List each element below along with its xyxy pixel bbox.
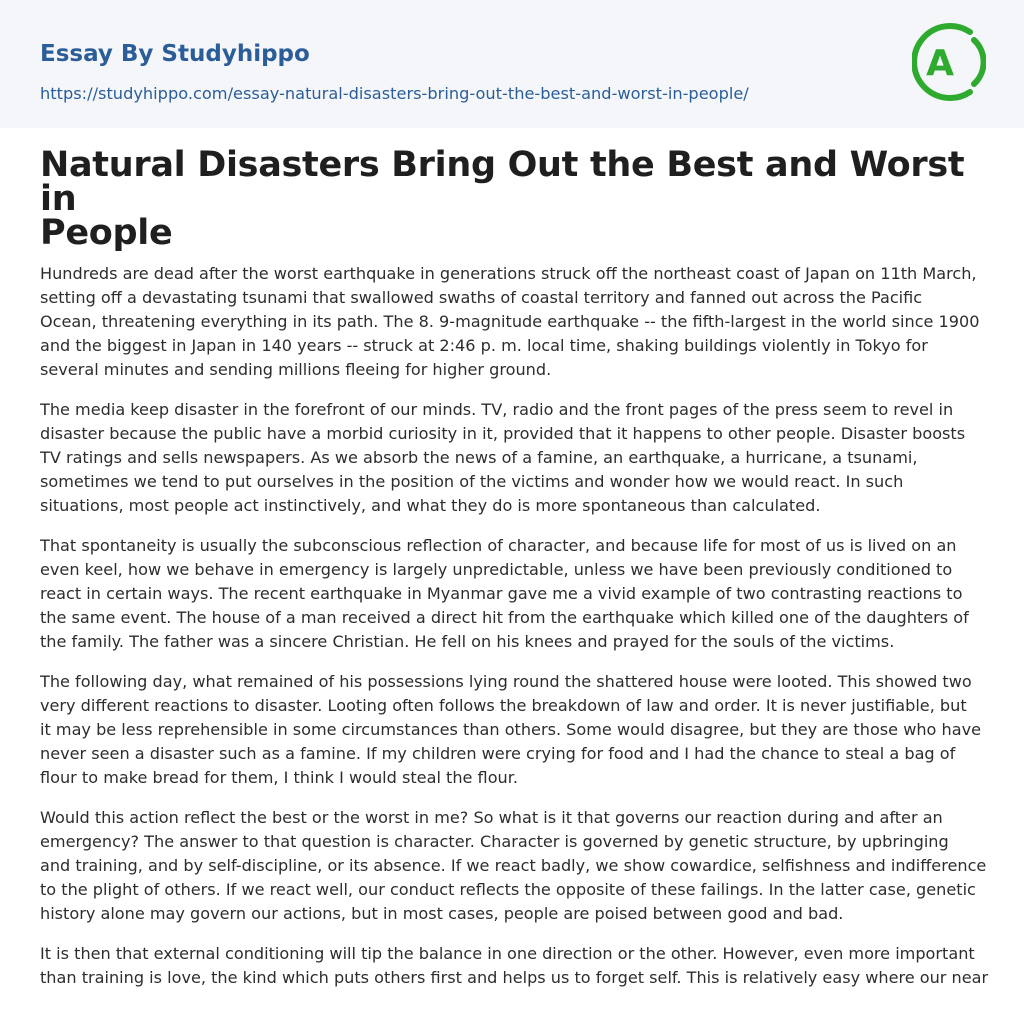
studyhippo-logo-icon[interactable] <box>912 18 986 106</box>
paragraph-line: to the plight of others. If we react well, our conduct reflects the opposite of these failings. In the latter case, genetic <box>40 880 976 899</box>
paragraph-line: the family. The father was a sincere Christian. He fell on his knees and prayed for the souls of the victims. <box>40 632 895 651</box>
essay-url-link[interactable]: https://studyhippo.com/essay-natural-disasters-bring-out-the-best-and-worst-in-people/ <box>40 84 749 103</box>
paragraph-line: sometimes we tend to put ourselves in the position of the victims and wonder how we would react. In such <box>40 472 904 491</box>
paragraph-line: disaster because the public have a morbid curiosity in it, provided that it happens to other people. Disaster boosts <box>40 424 966 443</box>
essay-body <box>40 145 990 990</box>
paragraph-line: situations, most people act instinctively, and what they do is more spontaneous than calculated. <box>40 496 821 515</box>
paragraph-line: Ocean, threatening everything in its path. The 8. 9-magnitude earthquake -- the fifth-largest in the world since 1900 <box>40 312 980 331</box>
paragraph-line: history alone may govern our actions, but in most cases, people are poised between good and bad. <box>40 904 844 923</box>
paragraph-line: and the biggest in Japan in 140 years -- struck at 2:46 p. m. local time, shaking buildings violently in Tokyo for <box>40 336 928 355</box>
essay-title-line: People <box>40 213 173 253</box>
paragraph-line: the same event. The house of a man received a direct hit from the earthquake which killed one of the daughters of <box>40 608 969 627</box>
paragraph <box>40 262 990 382</box>
paragraph <box>40 534 990 654</box>
paragraph-line: several minutes and sending millions fleeing for higher ground. <box>40 360 552 379</box>
paragraph-line: than training is love, the kind which puts others first and helps us to forget self. This is relatively easy where our near <box>40 968 989 987</box>
paragraph-line: very different reactions to disaster. Looting often follows the breakdown of law and order. It is never justifiable, but <box>40 696 967 715</box>
paragraph-line: TV ratings and sells newspapers. As we absorb the news of a famine, an earthquake, a hurricane, a tsunami, <box>40 448 918 467</box>
paragraph-line: The media keep disaster in the forefront of our minds. TV, radio and the front pages of the press seem to revel in <box>40 400 954 419</box>
paragraph-line: never seen a disaster such as a famine. If my children were crying for food and I had the chance to steal a bag of <box>40 744 956 763</box>
paragraph <box>40 670 990 790</box>
paragraph-line: Would this action reflect the best or the worst in me? So what is it that governs our reaction during and after an <box>40 808 943 827</box>
logo-letter: A <box>926 43 954 84</box>
paragraph-line: even keel, how we behave in emergency is largely unpredictable, unless we have been previously conditioned to <box>40 560 953 579</box>
paragraph-line: flour to make bread for them, I think I would steal the flour. <box>40 768 518 787</box>
essay-title <box>40 145 990 253</box>
paragraph-line: It is then that external conditioning will tip the balance in one direction or the other. However, even more important <box>40 944 975 963</box>
paragraph-line: Hundreds are dead after the worst earthquake in generations struck off the northeast coast of Japan on 11th March, <box>40 264 977 283</box>
site-title[interactable]: Essay By Studyhippo <box>40 41 310 67</box>
paragraph-line: react in certain ways. The recent earthquake in Myanmar gave me a vivid example of two contrasting reactions to <box>40 584 963 603</box>
paragraph-line: it may be less reprehensible in some circumstances than others. Some would disagree, but they are those who have <box>40 720 982 739</box>
paragraph <box>40 806 990 926</box>
paragraph-line: That spontaneity is usually the subconscious reflection of character, and because life for most of us is lived on an <box>40 536 957 555</box>
paragraph-line: emergency? The answer to that question is character. Character is governed by genetic structure, by upbringing <box>40 832 949 851</box>
paragraph-line: and training, and by self-discipline, or its absence. If we react badly, we show cowardice, selfishness and indifference <box>40 856 987 875</box>
site-header <box>0 0 1024 128</box>
paragraph-line: setting off a devastating tsunami that swallowed swaths of coastal territory and fanned out across the Pacific <box>40 288 923 307</box>
paragraph <box>40 398 990 518</box>
paragraph-line: The following day, what remained of his possessions lying round the shattered house were looted. This showed two <box>40 672 972 691</box>
essay-title-line: Natural Disasters Bring Out the Best and Worst in <box>40 145 965 219</box>
paragraph <box>40 942 990 990</box>
